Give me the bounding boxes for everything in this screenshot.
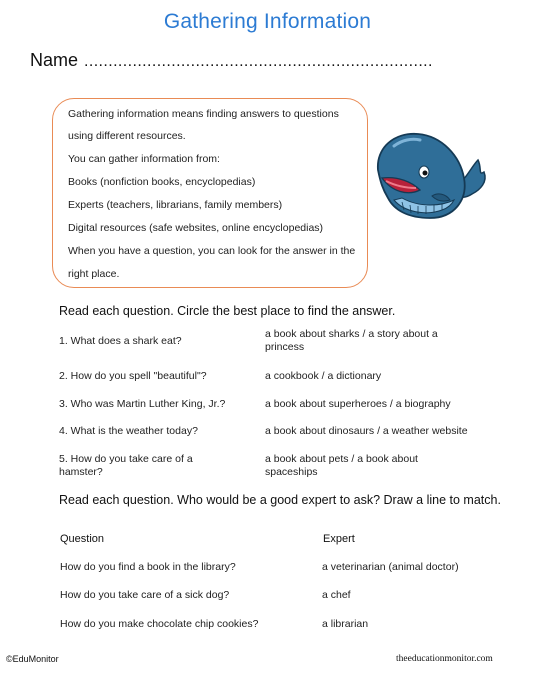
expert-column-header: Expert bbox=[323, 533, 355, 545]
info-line-1: Gathering information means finding answers to questions bbox=[68, 108, 339, 120]
info-line-8: right place. bbox=[68, 268, 120, 280]
question-5: 5. How do you take care of a hamster? bbox=[59, 453, 193, 478]
name-field-row bbox=[30, 50, 433, 71]
question-5-options: a book about pets / a book about spaceships bbox=[265, 453, 418, 478]
name-dotted-line: ........................................................................ bbox=[84, 53, 433, 70]
footer-copyright: ©EduMonitor bbox=[6, 654, 59, 664]
whale-icon bbox=[372, 126, 494, 224]
info-box bbox=[52, 98, 368, 288]
question-column-header: Question bbox=[60, 533, 105, 545]
expert-1: a veterinarian (animal doctor) bbox=[322, 561, 459, 573]
info-line-3: You can gather information from: bbox=[68, 153, 220, 165]
question-2: 2. How do you spell "beautiful"? bbox=[59, 370, 207, 382]
info-line-6: Digital resources (safe websites, online encyclopedias) bbox=[68, 222, 324, 234]
info-line-4: Books (nonfiction books, encyclopedias) bbox=[68, 176, 256, 188]
info-line-2: using different resources. bbox=[68, 130, 186, 142]
question-4-options: a book about dinosaurs / a weather website bbox=[265, 425, 468, 437]
name-label: Name bbox=[30, 50, 79, 70]
match-question-1: How do you find a book in the library? bbox=[60, 561, 236, 573]
info-line-5: Experts (teachers, librarians, family members) bbox=[68, 199, 283, 211]
section1-heading: Read each question. Circle the best place to find the answer. bbox=[59, 304, 396, 318]
question-2-options: a cookbook / a dictionary bbox=[265, 370, 382, 382]
match-question-3: How do you make chocolate chip cookies? bbox=[60, 618, 259, 630]
question-4: 4. What is the weather today? bbox=[59, 425, 198, 437]
section2-heading: Read each question. Who would be a good expert to ask? Draw a line to match. bbox=[59, 493, 501, 507]
question-1-options: a book about sharks / a story about a princess bbox=[265, 328, 438, 353]
info-line-7: When you have a question, you can look for the answer in the bbox=[68, 245, 356, 257]
question-3-options: a book about superheroes / a biography bbox=[265, 398, 451, 410]
question-1: 1. What does a shark eat? bbox=[59, 335, 182, 347]
expert-2: a chef bbox=[322, 589, 351, 601]
question-3: 3. Who was Martin Luther King, Jr.? bbox=[59, 398, 226, 410]
footer-website: theeducationmonitor.com bbox=[396, 654, 493, 664]
expert-3: a librarian bbox=[322, 618, 369, 630]
page-title: Gathering Information bbox=[163, 10, 372, 33]
match-question-2: How do you take care of a sick dog? bbox=[60, 589, 230, 601]
